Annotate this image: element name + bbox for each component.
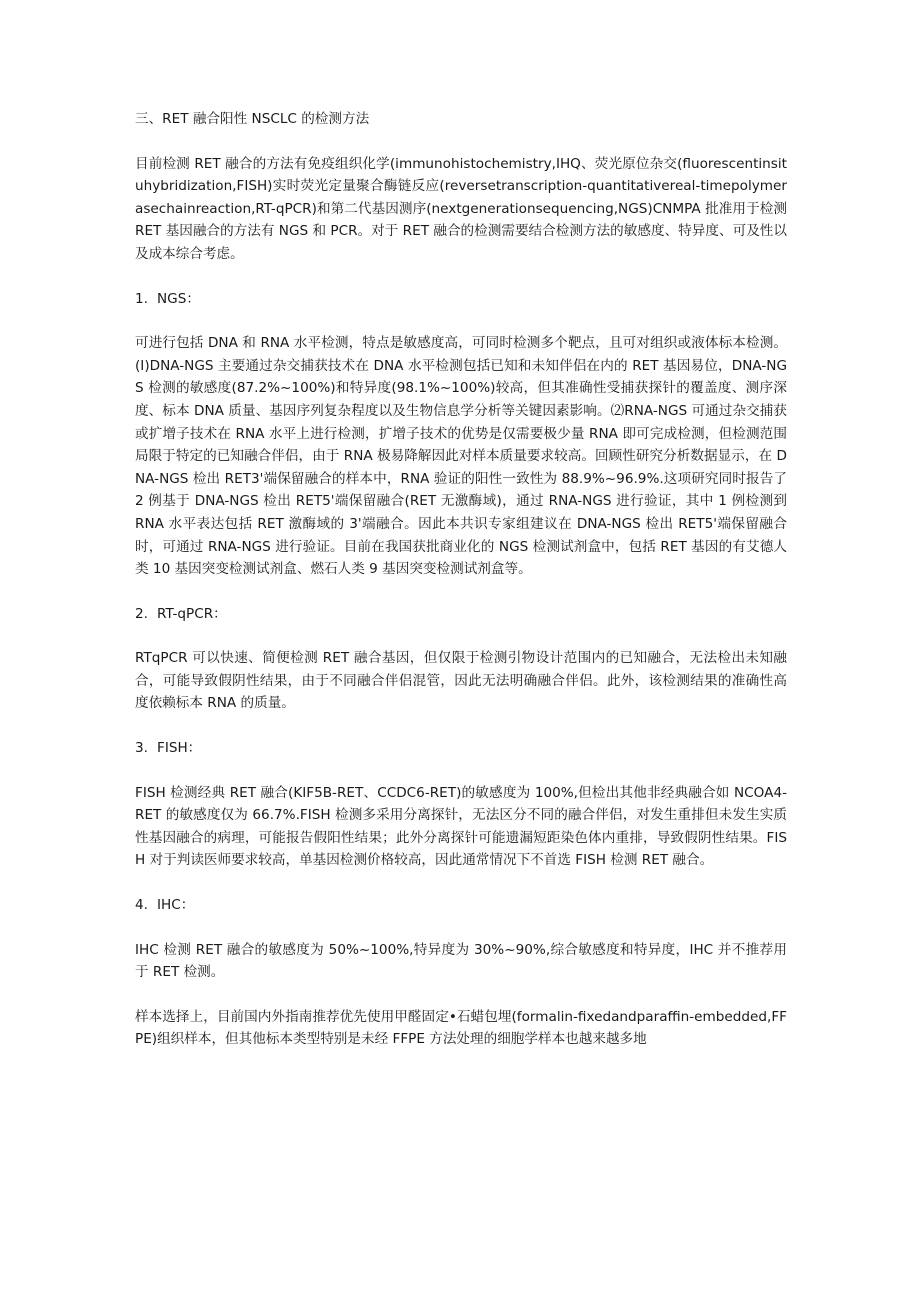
ngs-paragraph: 可进行包括 DNA 和 RNA 水平检测，特点是敏感度高，可同时检测多个靶点，且可对组织或液体标本检测。(I)DNA-NGS 主要通过杂交捕获技术在 DNA 水平检测包括已知和未知伴侣在内的 RET 基因易位，DNA-NGS 检测的敏感度(87.2%~100%)和特异度(98.1%~100%)较高，但其准确性受捕获探针的覆盖度、测序深度、标本 DNA 质量、基因序列复杂程度以及生物信息学分析等关键因素影响。⑵RNA-NGS 可通过杂交捕获或扩增子技术在 RNA 水平上进行检测，扩增子技术的优势是仅需要极少量 RNA 即可完成检测，但检测范围局限于特定的已知融合伴侣，由于 RNA 极易降解因此对样本质量要求较高。回顾性研究分析数据显示，在 DNA-NGS 检出 RET3'端保留融合的样本中，RNA 验证的阳性一致性为 88.9%~96.9%.这项研究同时报告了 2 例基于 DNA-NGS 检出 RET5'端保留融合(RET 无激酶域)，通过 RNA-NGS 进行验证，其中 1 例检测到 RNA 水平表达包括 RET 激酶域的 3'端融合。因此本共识专家组建议在 DNA-NGS 检出 RET5'端保留融合时，可通过 RNA-NGS 进行验证。目前在我国获批商业化的 NGS 检测试剂盒中，包括 RET 基因的有艾德人类 10 基因突变检测试剂盒、燃石人类 9 基因突变检测试剂盒等。 [135,335,787,578]
heading-fish-label: FISH： [157,740,202,757]
heading-ihc-label: IHC： [157,897,195,914]
fish-paragraph: FISH 检测经典 RET 融合(KIF5B-RET、CCDC6-RET)的敏感度为 100%,但检出其他非经典融合如 NCOA4-RET 的敏感度仅为 66.7%.FISH 检测多采用分离探针，无法区分不同的融合伴侣，对发生重排但未发生实质性基因融合的病理，可能报告假阳性结果；此外分离探针可能遗漏短距染色体内重排，导致假阴性结果。FISH 对于判读医师要求较高，单基因检测价格较高，因此通常情况下不首选 FISH 检测 RET 融合。 [135,784,787,869]
sample-paragraph: 样本选择上，目前国内外指南推荐优先使用甲醛固定•石蜡包埋(formalin-fixedandparaffin-embedded,FFPE)组织样本，但其他标本类型特别是未经 FFPE 方法处理的细胞学样本也越来越多地 [135,1008,787,1048]
ihc-paragraph: IHC 检测 RET 融合的敏感度为 50%~100%,特异度为 30%~90%,综合敏感度和特异度，IHC 并不推荐用于 RET 检测。 [135,941,787,981]
heading-rtqpcr [135,603,787,626]
heading-ihc [135,894,787,917]
heading-rtqpcr-number: 2. [135,605,148,622]
heading-ngs-number: 1. [135,290,148,307]
heading-ihc-number: 4. [135,897,148,914]
document-page [135,108,787,1073]
heading-rtqpcr-label: RT-qPCR： [157,605,227,622]
heading-ngs-label: NGS： [157,290,200,307]
section-title: 三、RET 融合阳性 NSCLC 的检测方法 [135,111,370,127]
intro-paragraph: 目前检测 RET 融合的方法有免疫组织化学(immunohistochemistry,IHQ、荧光原位杂交(fluorescentinsituhybridization,FISH)实时荧光定量聚合酶链反应(reversetranscription-quantitativereal-timepolymerasechainreaction,RT-qPCR)和第二代基因测序(nextgenerationsequencing,NGS)CNMPA 批准用于检测 RET 基因融合的方法有 NGS 和 PCR。对于 RET 融合的检测需要结合检测方法的敏感度、特异度、可及性以及成本综合考虑。 [135,155,787,262]
heading-ngs [135,288,787,311]
heading-fish-number: 3. [135,740,148,757]
heading-fish [135,737,787,760]
rtqpcr-paragraph: RTqPCR 可以快速、简便检测 RET 融合基因，但仅限于检测引物设计范围内的已知融合，无法检出未知融合，可能导致假阴性结果，由于不同融合伴侣混管，因此无法明确融合伴侣。此外，该检测结果的准确性高度依赖标本 RNA 的质量。 [135,650,787,712]
